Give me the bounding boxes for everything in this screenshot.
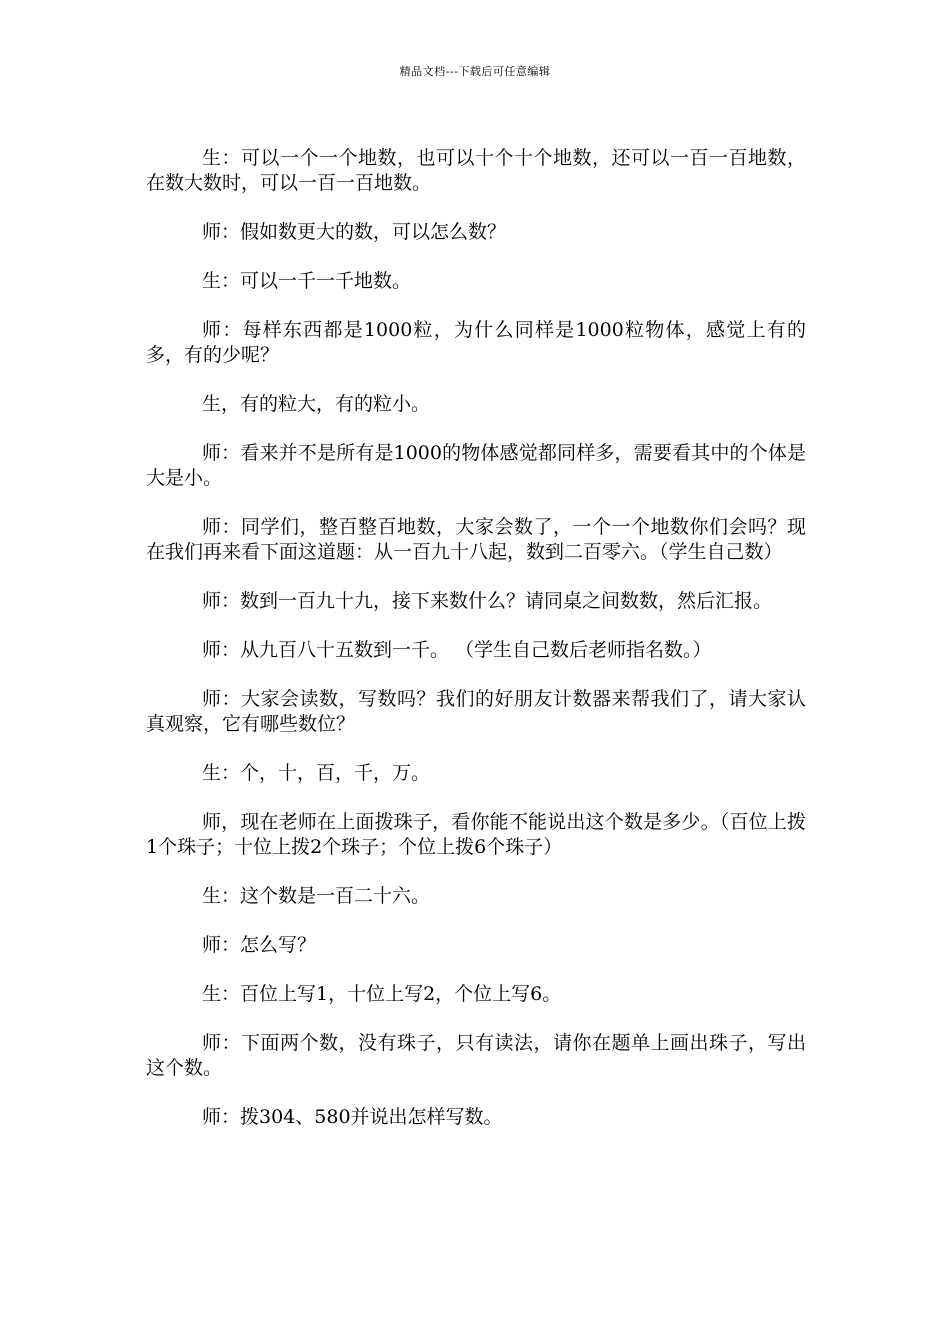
- paragraph: 生：这个数是一百二十六。: [202, 885, 431, 907]
- page-header: 精品文档---下载后可任意编辑: [399, 65, 551, 78]
- paragraph: 生，有的粒大，有的粒小。: [202, 393, 431, 415]
- paragraph: 师：拨304、580并说出怎样写数。: [202, 1106, 503, 1128]
- paragraph: 师：大家会读数，写数吗？我们的好朋友计数器来帮我们了，请大家认真观察，它有哪些数位？: [146, 688, 806, 735]
- paragraph: 师：怎么写？: [202, 934, 317, 956]
- paragraph: 生：个，十，百，千，万。: [202, 762, 431, 784]
- paragraph: 生：百位上写1，十位上写2，个位上写6。: [202, 983, 562, 1005]
- paragraph: 师：下面两个数，没有珠子，只有读法，请你在题单上画出珠子，写出这个数。: [146, 1032, 806, 1079]
- paragraph: 师：从九百八十五数到一千。 （学生自己数后老师指名数。）: [202, 639, 712, 661]
- document-body: [146, 146, 806, 1130]
- paragraph: 师：看来并不是所有是1000的物体感觉都同样多，需要看其中的个体是大是小。: [146, 442, 806, 489]
- paragraph: 生：可以一个一个地数，也可以十个十个地数，还可以一百一百地数，在数大数时，可以一百一百地数。: [146, 147, 806, 194]
- paragraph: 师：数到一百九十九，接下来数什么？请同桌之间数数，然后汇报。: [202, 590, 773, 612]
- paragraph: 师：同学们，整百整百地数，大家会数了，一个一个地数你们会吗？现在我们再来看下面这道题：从一百九十八起，数到二百零六。（学生自己数）: [146, 516, 806, 563]
- paragraph: 生：可以一千一千地数。: [202, 270, 412, 292]
- paragraph: 师：每样东西都是1000粒，为什么同样是1000粒物体，感觉上有的多，有的少呢？: [146, 319, 806, 366]
- paragraph: 师，现在老师在上面拨珠子，看你能不能说出这个数是多少。（百位上拨1个珠子；十位上拨2个珠子；个位上拨6个珠子）: [146, 811, 806, 858]
- paragraph: 师：假如数更大的数，可以怎么数？: [202, 221, 507, 243]
